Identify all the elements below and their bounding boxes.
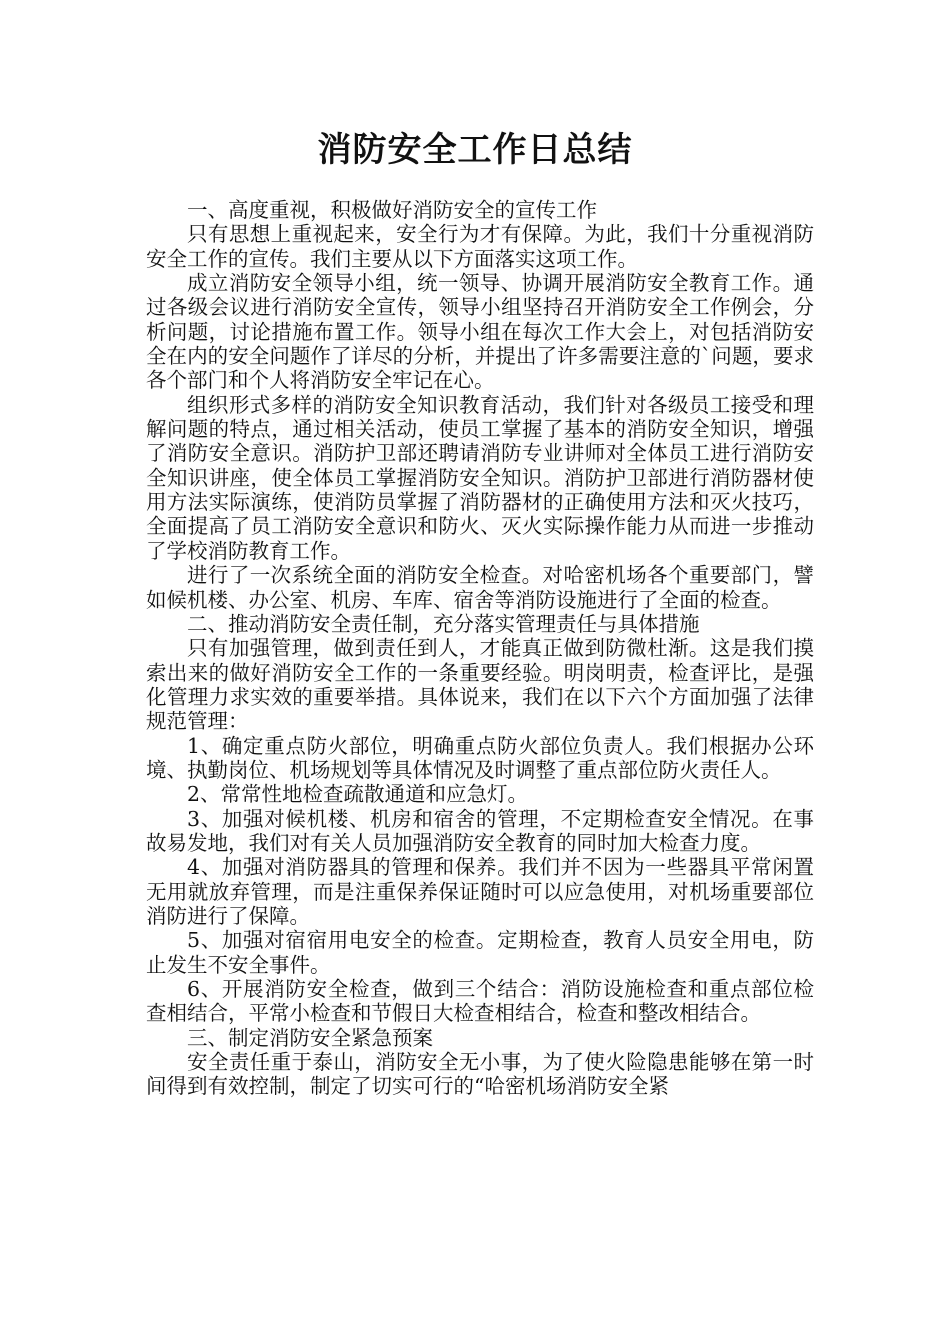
paragraph: 组织形式多样的消防安全知识教育活动，我们针对各级员工接受和理解问题的特点，通过相关活动，使员工掌握了基本的消防安全知识，增强了消防安全意识。消防护卫部还聘请消防专业讲师对全体员工进行消防安全知识讲座，使全体员工掌握消防安全知识。消防护卫部进行消防器材使用方法实际演练，使消防员掌握了消防器材的正确使用方法和灭火技巧，全面提高了员工消防安全意识和防火、灭火实际操作能力从而进一步推动了学校消防教育工作。 [146, 392, 814, 563]
list-item: 6、开展消防安全检查，做到三个结合：消防设施检查和重点部位检查相结合，平常小检查和节假日大检查相结合，检查和整改相结合。 [146, 977, 814, 1026]
list-item: 4、加强对消防器具的管理和保养。我们并不因为一些器具平常闲置无用就放弃管理，而是注重保养保证随时可以应急使用，对机场重要部位消防进行了保障。 [146, 855, 814, 928]
section-heading-3: 三、制定消防安全紧急预案 [187, 1025, 433, 1050]
list-item: 3、加强对候机楼、机房和宿舍的管理，不定期检查安全情况。在事故易发地，我们对有关人员加强消防安全教育的同时加大检查力度。 [146, 806, 814, 855]
paragraph: 安全责任重于泰山，消防安全无小事，为了使火险隐患能够在第一时间得到有效控制，制定了切实可行的“哈密机场消防安全紧 [146, 1050, 814, 1099]
list-item: 1、确定重点防火部位，明确重点防火部位负责人。我们根据办公环境、执勤岗位、机场规划等具体情况及时调整了重点部位防火责任人。 [146, 733, 814, 782]
paragraph: 只有加强管理，做到责任到人，才能真正做到防微杜渐。这是我们摸索出来的做好消防安全工作的一条重要经验。明岗明责，检查评比，是强化管理力求实效的重要举措。具体说来，我们在以下六个方面加强了法律规范管理： [146, 636, 814, 734]
paragraph: 进行了一次系统全面的消防安全检查。对哈密机场各个重要部门，譬如候机楼、办公室、机房、车库、宿舍等消防设施进行了全面的检查。 [146, 563, 814, 612]
paragraph: 只有思想上重视起来，安全行为才有保障。为此，我们十分重视消防安全工作的宣传。我们主要从以下方面落实这项工作。 [146, 222, 814, 271]
section-heading-1: 一、高度重视，积极做好消防安全的宣传工作 [187, 198, 597, 222]
page-title: 消防安全工作日总结 [317, 130, 633, 170]
document-body [146, 198, 814, 1099]
paragraph: 成立消防安全领导小组，统一领导、协调开展消防安全教育工作。通过各级会议进行消防安全宣传，领导小组坚持召开消防安全工作例会，分析问题，讨论措施布置工作。领导小组在每次工作大会上，对包括消防安全在内的安全问题作了详尽的分析，并提出了许多需要注意的`问题，要求各个部门和个人将消防安全牢记在心。 [146, 271, 814, 393]
section-heading-2: 二、推动消防安全责任制，充分落实管理责任与具体措施 [187, 611, 700, 636]
list-item: 2、常常性地检查疏散通道和应急灯。 [187, 782, 529, 807]
list-item: 5、加强对宿宿用电安全的检查。定期检查，教育人员安全用电，防止发生不安全事件。 [146, 928, 814, 977]
